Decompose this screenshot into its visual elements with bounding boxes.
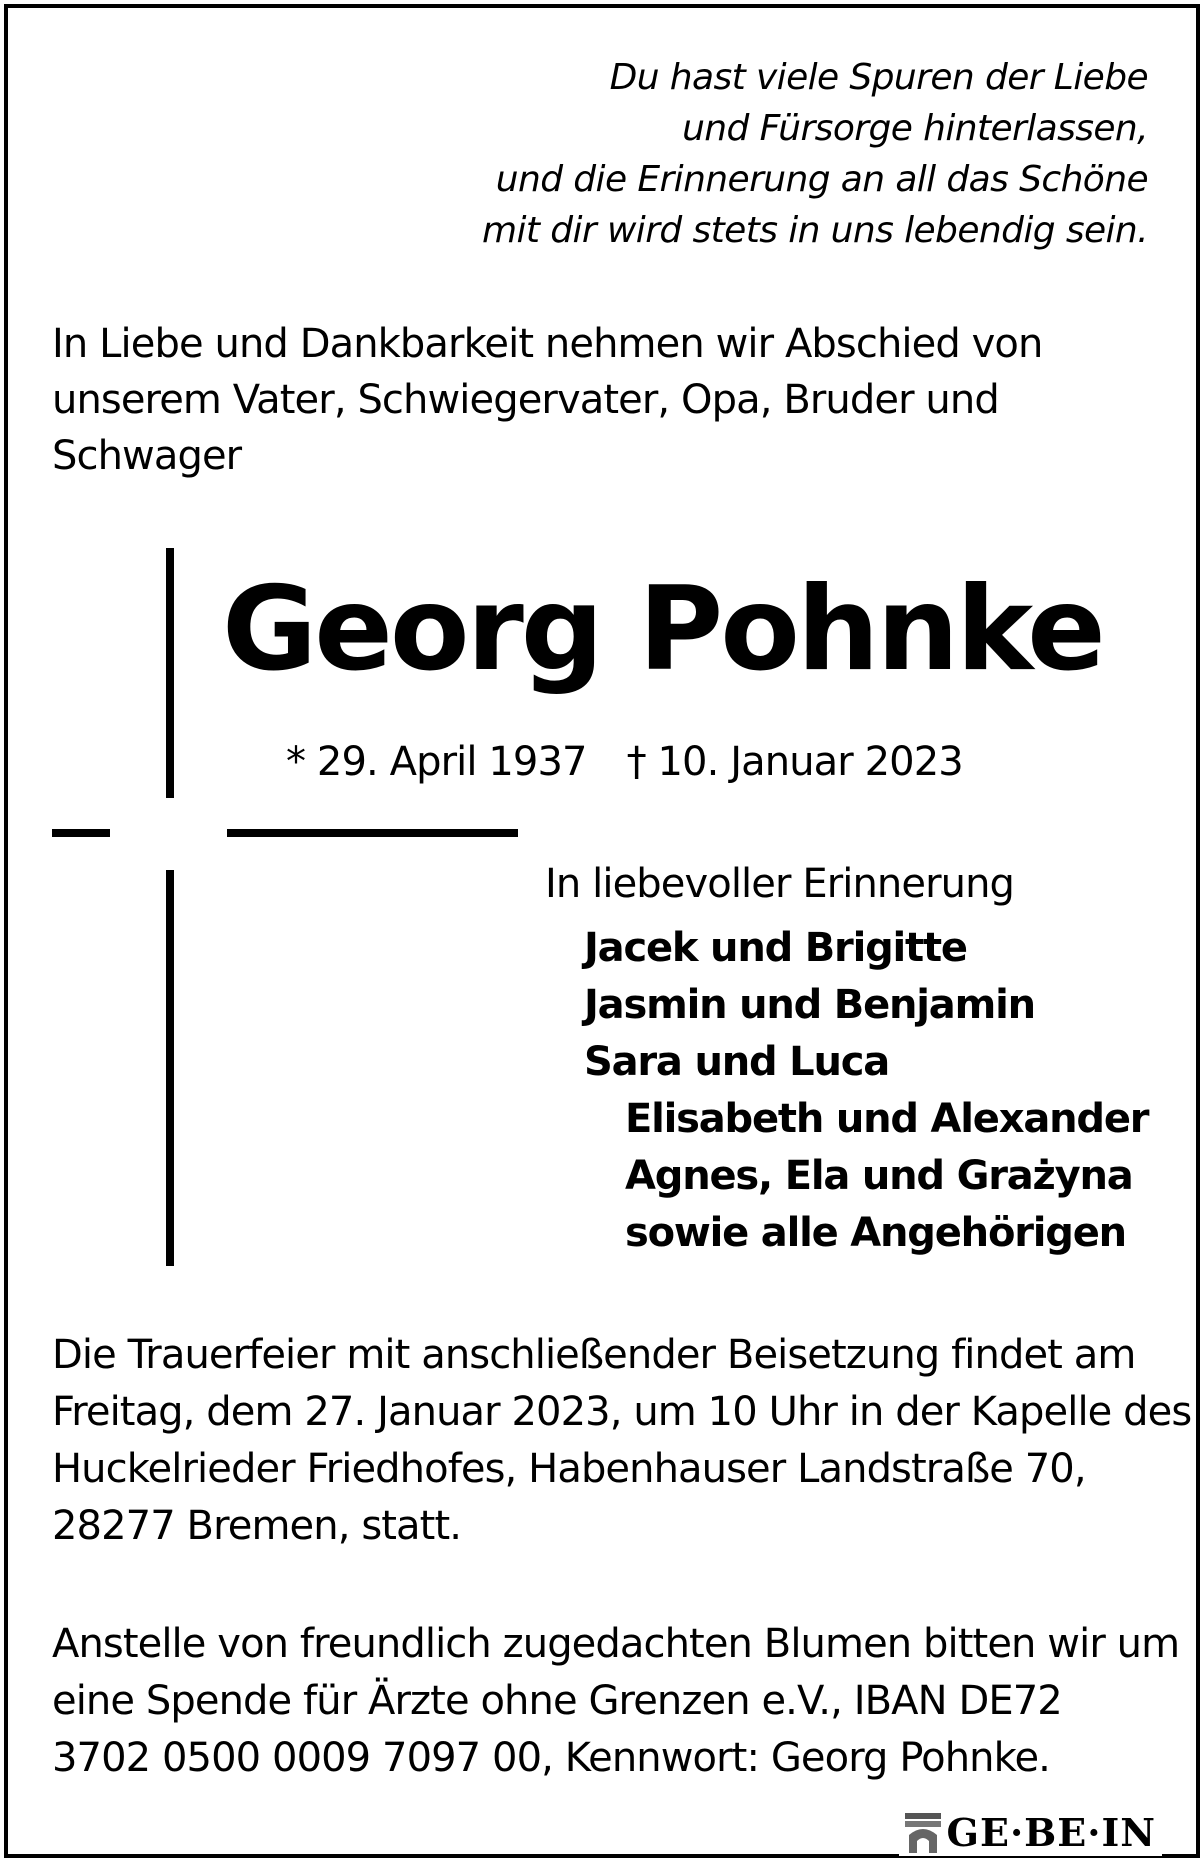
donation-line: 3702 0500 0009 7097 00, Kennwort: Georg Pohnke. [52,1735,1050,1781]
deceased-name: Georg Pohnke [222,562,1103,697]
logo-text: GE·BE·IN [946,1810,1156,1855]
service-details [52,1327,1192,1555]
death-date: † 10. Januar 2023 [626,739,963,785]
service-line: Huckelrieder Friedhofes, Habenhauser Landstraße 70, [52,1446,1086,1492]
service-line: Freitag, dem 27. Januar 2023, um 10 Uhr in der Kapelle des [52,1389,1192,1435]
poem-line: und die Erinnerung an all das Schöne [495,159,1148,200]
intro-text [52,316,1052,484]
mourners-list [584,920,1148,1262]
intro-line: unserem Vater, Schwiegervater, Opa, Bruder und [52,377,999,423]
intro-line: In Liebe und Dankbarkeit nehmen wir Abschied von [52,321,1043,367]
cross-upper-vertical [166,548,174,798]
publisher-logo [899,1810,1162,1856]
intro-line: Schwager [52,433,242,479]
cross-lower-vertical [166,870,174,1266]
mourner-name: sowie alle Angehörigen [625,1210,1126,1256]
cross-left-horizontal [52,829,110,837]
cross-right-horizontal [227,829,518,837]
chapel-icon [905,1813,941,1853]
service-line: Die Trauerfeier mit anschließender Beisetzung findet am [52,1332,1136,1378]
birth-date: * 29. April 1937 [286,739,587,785]
poem [388,52,1148,256]
mourners-heading: In liebevoller Erinnerung [545,861,1015,907]
donation-line: Anstelle von freundlich zugedachten Blumen bitten wir um [52,1621,1180,1667]
poem-line: und Fürsorge hinterlassen, [682,108,1148,149]
donation-request [52,1616,1180,1787]
mourner-name: Elisabeth und Alexander [625,1096,1149,1142]
poem-line: Du hast viele Spuren der Liebe [609,57,1148,98]
donation-line: eine Spende für Ärzte ohne Grenzen e.V., IBAN DE72 [52,1678,1062,1724]
mourner-name: Agnes, Ela und Grażyna [625,1153,1133,1199]
mourner-name: Jacek und Brigitte [584,925,967,971]
mourner-name: Jasmin und Benjamin [584,982,1035,1028]
poem-line: mit dir wird stets in uns lebendig sein. [482,210,1148,251]
mourner-name: Sara und Luca [584,1039,890,1085]
life-dates [286,734,963,790]
service-line: 28277 Bremen, statt. [52,1503,462,1549]
